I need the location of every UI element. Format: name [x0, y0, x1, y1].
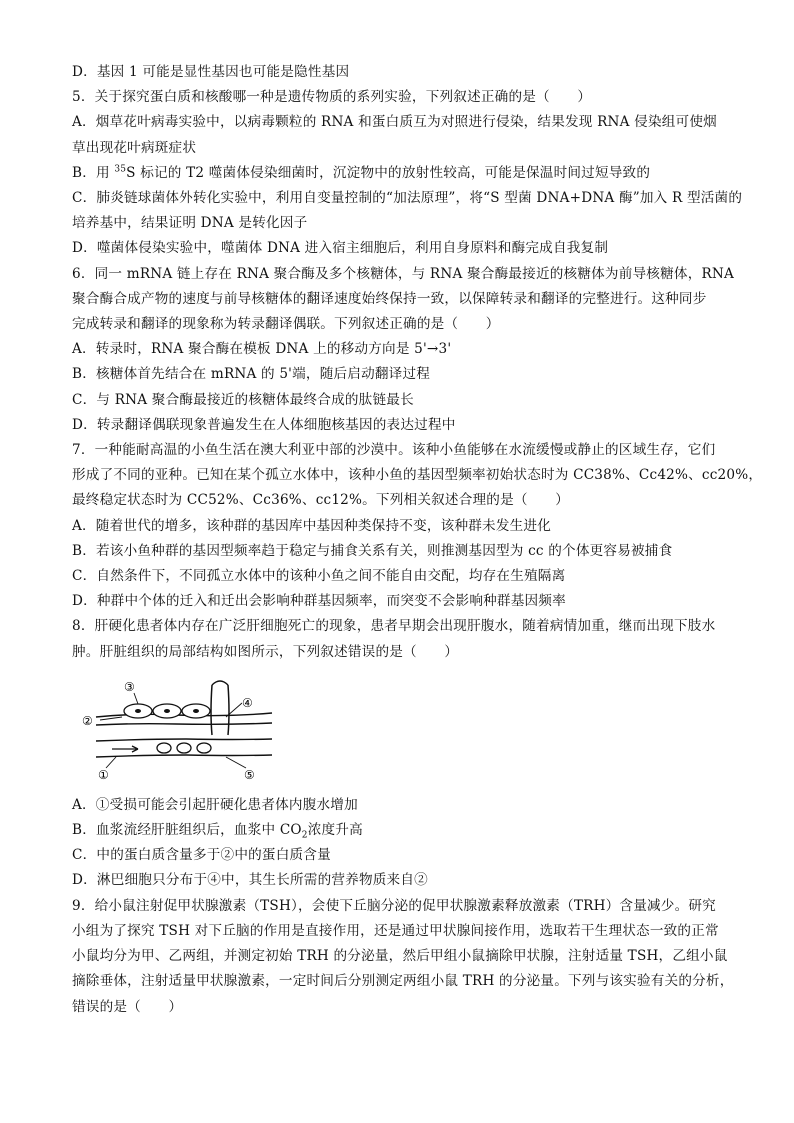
q8-stem-cont: 肿。肝脏组织的局部结构如图所示，下列叙述错误的是（ ）	[72, 643, 459, 660]
q8-option-a: A．①受损可能会引起肝硬化患者体内腹水增加	[72, 796, 358, 813]
q9-stem-cont: 小鼠均分为甲、乙两组，并测定初始 TRH 的分泌量，然后甲组小鼠摘除甲状腺，注射适量 TSH，乙组小鼠	[72, 948, 728, 965]
q6-option-b: B．核糖体首先结合在 mRNA 的 5'端，随后启动翻译过程	[72, 366, 431, 383]
q5-option-c-cont: 培养基中，结果证明 DNA 是转化因子	[72, 215, 308, 232]
label-2: ②	[82, 713, 93, 728]
label-1: ①	[98, 767, 109, 782]
q9-stem-cont: 小组为了探究 TSH 对下丘脑的作用是直接作用，还是通过甲状腺间接作用，选取若干生理状态一致的正常	[72, 922, 719, 939]
blood-cell	[177, 743, 191, 753]
q6-option-a: A．转录时，RNA 聚合酶在模板 DNA 上的移动方向是 5'→3'	[72, 341, 452, 358]
q7-option-c: C．自然条件下，不同孤立水体中的该种小鱼之间不能自由交配，均存在生殖隔离	[72, 568, 566, 585]
label-5: ⑤	[244, 767, 255, 782]
q9-stem-cont: 摘除垂体，注射适量甲状腺激素，一定时间后分别测定两组小鼠 TRH 的分泌量。下列与该实验有关的分析，	[72, 973, 734, 990]
q9-stem-cont: 错误的是（ ）	[72, 998, 183, 1015]
q6-stem: 6．同一 mRNA 链上存在 RNA 聚合酶及多个核糖体，与 RNA 聚合酶最接近的核糖体为前导核糖体，RNA	[72, 265, 735, 282]
q5-option-b: B．用 $^{35}$S 标记的 T2 噬菌体侵染细菌时，沉淀物中的放射性较高，可能是保温时间过短导致的	[72, 164, 651, 181]
q8-option-b: B．血浆流经肝脏组织后，血浆中 $CO_2$浓度升高	[72, 822, 363, 841]
q6-option-d: D．转录翻译偶联现象普遍发生在人体细胞核基因的表达过程中	[72, 416, 456, 433]
q4-option-d: D．基因 1 可能是显性基因也可能是隐性基因	[72, 64, 350, 80]
exam-page	[72, 60, 763, 1020]
q5-option-d: D．噬菌体侵染实验中，噬菌体 DNA 进入宿主细胞后，利用自身原料和酶完成自我复制	[72, 240, 609, 257]
q5-option-c: C．肺炎链球菌体外转化实验中，利用自变量控制的“加法原理”，将“S 型菌 DNA+DNA 酶”加入 R 型活菌的	[72, 190, 743, 207]
q5-option-a-cont: 草出现花叶病斑症状	[72, 139, 197, 156]
q8-option-c: C．中的蛋白质含量多于②中的蛋白质含量	[72, 847, 331, 864]
co2-subscript: 2	[301, 830, 308, 841]
q8-option-d: D．淋巴细胞只分布于④中，其生长所需的营养物质来自②	[72, 872, 428, 889]
label-3: ③	[124, 679, 135, 694]
q6-stem-cont: 聚合酶合成产物的速度与前导核糖体的翻译速度始终保持一致，以保障转录和翻译的完整进行。这种同步	[72, 290, 707, 307]
q6-option-c: C．与 RNA 聚合酶最接近的核糖体最终合成的肽链最长	[72, 391, 414, 408]
blood-cell	[157, 743, 171, 753]
q7-option-b: B．若该小鱼种群的基因型频率趋于稳定与捕食关系有关，则推测基因型为 cc 的个体更容易被捕食	[72, 542, 673, 559]
q7-stem-cont: 最终稳定状态时为 CC52%、Cc36%、cc12%。下列相关叙述合理的是（ ）	[72, 492, 570, 509]
q5-stem: 5．关于探究蛋白质和核酸哪一种是遗传物质的系列实验，下列叙述正确的是（ ）	[72, 89, 592, 106]
liver-tissue-diagram	[76, 673, 276, 785]
q5-option-a: A．烟草花叶病毒实验中，以病毒颗粒的 RNA 和蛋白质互为对照进行侵染，结果发现 RNA 侵染组可使烟	[72, 114, 717, 131]
blood-cell	[197, 743, 211, 753]
q7-option-a: A．随着世代的增多，该种群的基因库中基因种类保持不变，该种群未发生进化	[72, 517, 552, 534]
lower-vessel	[96, 739, 272, 741]
q6-stem-cont: 完成转录和翻译的现象称为转录翻译偶联。下列叙述正确的是（ ）	[72, 316, 500, 333]
q8-stem: 8．肝硬化患者体内存在广泛肝细胞死亡的现象，患者早期会出现肝腹水，随着病情加重，继而出现下肢水	[72, 618, 716, 635]
label-4: ④	[242, 695, 253, 710]
isotope-superscript: 35	[114, 164, 127, 175]
q7-option-d: D．种群中个体的迁入和迁出会影响种群基因频率，而突变不会影响种群基因频率	[72, 593, 566, 610]
q7-stem: 7．一种能耐高温的小鱼生活在澳大利亚中部的沙漠中。该种小鱼能够在水流缓慢或静止的区域生存，它们	[72, 442, 716, 459]
q9-stem: 9．给小鼠注射促甲状腺激素（TSH），会使下丘脑分泌的促甲状腺激素释放激素（TRH）含量减少。研究	[72, 897, 716, 914]
vertical-tube	[211, 685, 229, 735]
q7-stem-cont: 形成了不同的亚种。已知在某个孤立水体中，该种小鱼的基因型频率初始状态时为 CC38%、Cc42%、cc20%，	[72, 467, 763, 484]
